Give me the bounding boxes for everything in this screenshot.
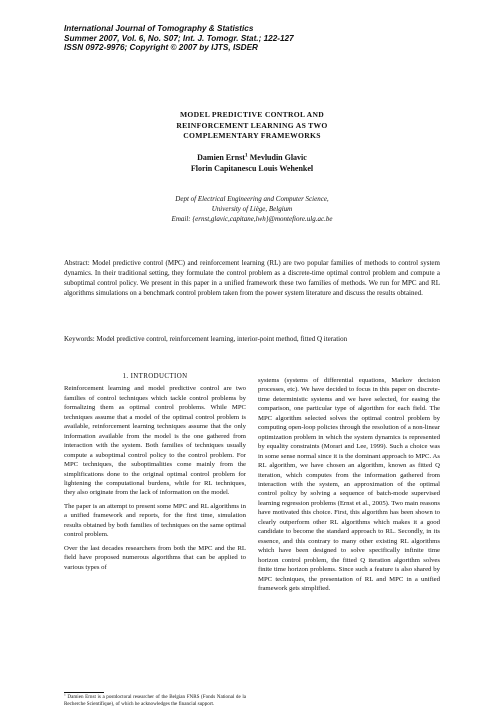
keywords: Keywords: Model predictive control, reinforcement learning, interior-point method, fitted Q iteration <box>64 335 348 343</box>
section-heading-introduction: 1. INTRODUCTION <box>122 373 188 380</box>
journal-name: International Journal of Tomography & Statistics <box>64 24 254 33</box>
affiliation-email: Email: {ernst,glavic,capitane,lwh}@montefiore.ulg.ac.be <box>171 215 333 223</box>
footnote-divider <box>64 692 104 693</box>
affiliation <box>90 194 414 224</box>
journal-header <box>64 24 444 53</box>
author-line-2: Florin Capitanescu Louis Wehenkel <box>190 163 314 173</box>
intro-paragraph-1: Reinforcement learning and model predictive control are two families of control techniques which tackle control problems by formalizing them as optimal control problems. While MPC techniques assume that a model of the optimal control problem is available, reinforcement learning techniques assume that the only information available from the model is the one gathered from interaction with the system. Both families of techniques usually compute a suboptimal control policy to the control problem. For MPC techniques, the suboptimalities come mainly from the simplifications done to the original optimal control problem for lightening the computational burdens, while for RL techniques, they also originate from the lack of information on the model. <box>64 385 246 497</box>
intro-paragraph-continued: systems (systems of differential equations, Markov decision processes, etc). We have decided to focus in this paper on discrete-time deterministic systems and we have selected, for easing the comparison, one particular type of algorithm for each field. The MPC algorithm selected solves the optimal control problem by computing open-loop policies through the resolution of a non-linear optimization problem in which the system dynamics is represented by equality constraints (Morari and Lee, 1999). Such a choice was in some sense normal since it is the dominant approach to MPC. As RL algorithm, we have chosen an algorithm, known as fitted Q iteration, which computes from the information gathered from interaction with the system, an approximation of the optimal control policy by solving a sequence of batch-mode supervised learning regression problems (Ernst et al., 2005). Two main reasons have motivated this choice. First, this algorithm has been shown to clearly outperform other RL algorithms which makes it a good candidate to become the standard approach to RL. Secondly, in its essence, and this contrary to many other existing RL algorithms which have been designed to solve specifically infinite time horizon control problem, the fitted Q iteration algorithm solves finite time horizon problems. Since such a feature is also shared by MPC techniques, the presentation of RL and MPC in a unified framework gets simplified. <box>258 377 440 592</box>
left-column <box>64 372 246 576</box>
paper-title <box>100 110 404 142</box>
title-line-2: REINFORCEMENT LEARNING AS TWO <box>176 120 328 130</box>
journal-issue: Summer 2007, Vol. 6, No. S07; Int. J. Tomogr. Stat.; 122-127 <box>64 33 294 43</box>
author-line-1 <box>100 153 404 164</box>
affiliation-dept: Dept of Electrical Engineering and Computer Science, <box>175 195 329 203</box>
footnote <box>64 694 246 708</box>
author-ernst: Damien Ernst <box>197 153 245 162</box>
author-list <box>100 153 404 174</box>
footnote-number: 1 <box>64 692 66 697</box>
abstract: Abstract: Model predictive control (MPC) and reinforcement learning (RL) are two popular families of methods to control system dynamics. In their traditional setting, they formulate the control problem as a discrete-time optimal control problem and compute a suboptimal control policy. We present in this paper in a unified framework these two families of methods. We run for MPC and RL algorithms simulations on a benchmark control problem taken from the power system literature and discuss the results obtained. <box>64 259 440 297</box>
intro-paragraph-3: Over the last decades researchers from both the MPC and the RL field have proposed numerous algorithms that can be applied to various types of <box>64 544 246 571</box>
intro-paragraph-2: The paper is an attempt to present some MPC and RL algorithms in a unified framework and reports, for the first time, simulation results obtained by both families of techniques on the same optimal control problem. <box>64 502 246 539</box>
footnote-marker: 1 <box>244 152 248 159</box>
right-column <box>258 376 440 597</box>
journal-issn: ISSN 0972-9976; Copyright © 2007 by IJTS, ISDER <box>64 43 258 53</box>
affiliation-university: University of Liège, Belgium <box>211 205 293 213</box>
title-line-1: MODEL PREDICTIVE CONTROL AND <box>179 110 325 119</box>
footnote-text: Damien Ernst is a postdoctoral researcher of the Belgian FNRS (Fonds National de la Recherche Scientifique), of which he acknowledges the financial support. <box>64 694 247 707</box>
author-glavic: Mevludin Glavic <box>247 153 307 162</box>
title-line-3: COMPLEMENTARY FRAMEWORKS <box>183 131 321 140</box>
